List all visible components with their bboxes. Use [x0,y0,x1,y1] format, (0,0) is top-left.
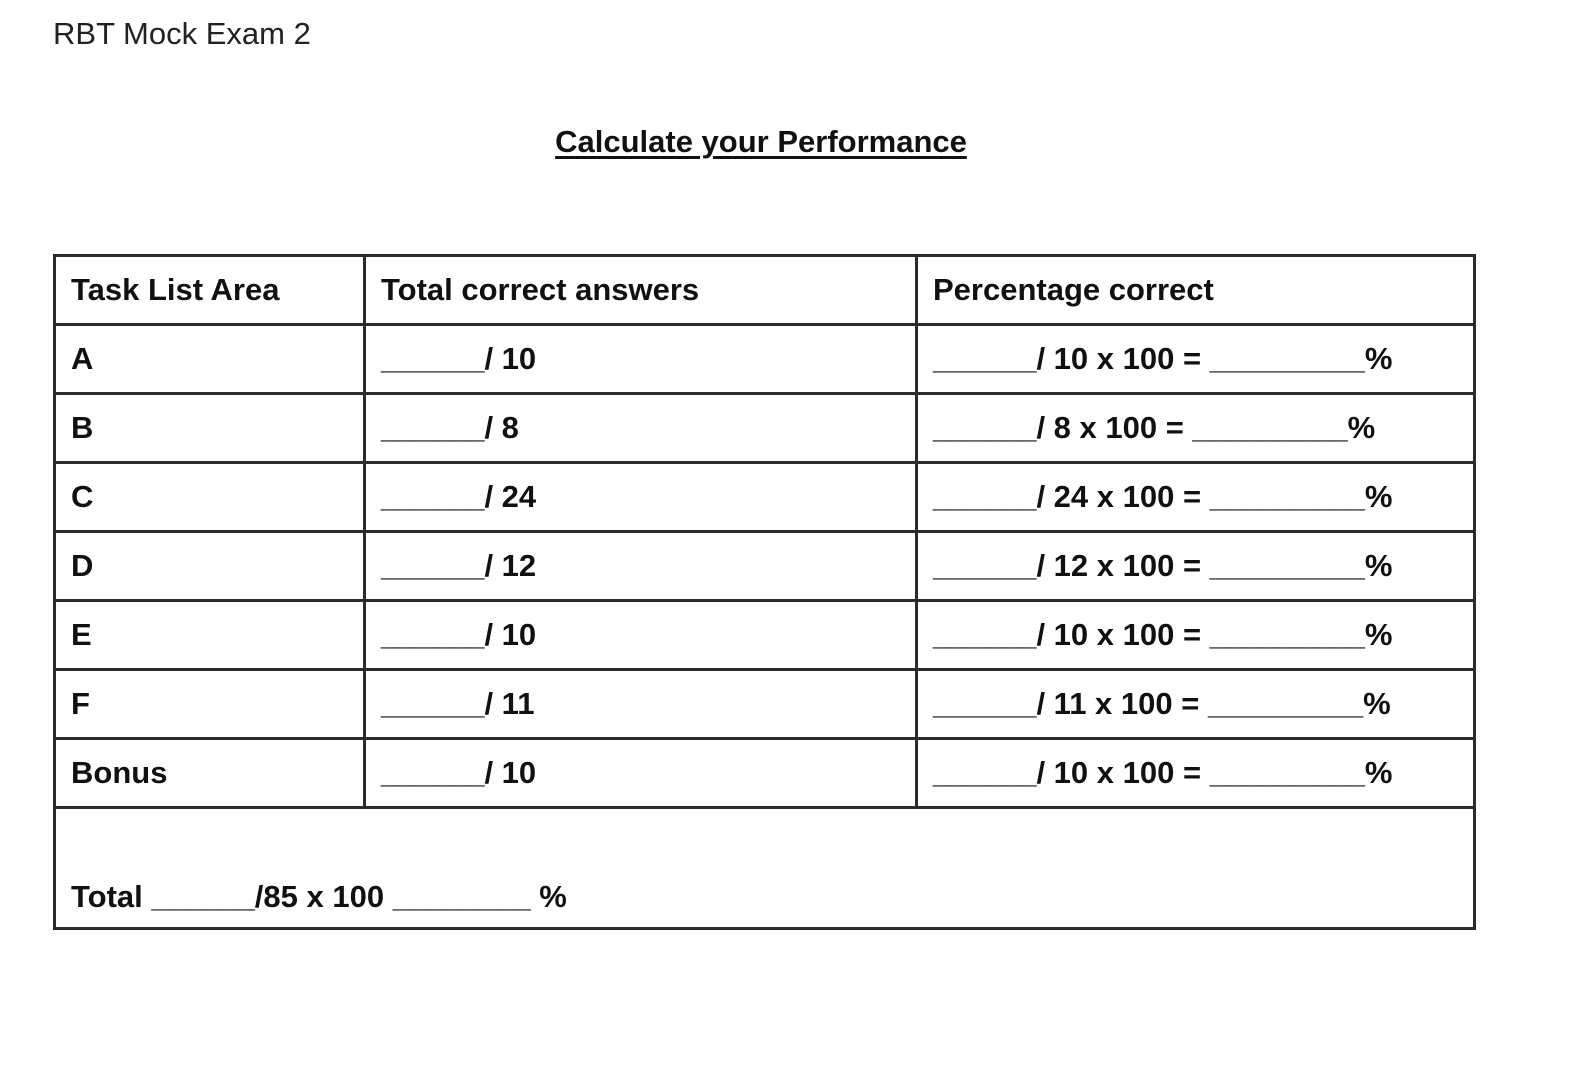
table-row [55,463,1475,532]
page-title: Calculate your Performance [555,124,967,159]
column-header-task-list-area: Task List Area [55,256,365,325]
percentage-cell: ______/ 10 x 100 = _________% [917,601,1475,670]
table-header-row [55,256,1475,325]
table-row [55,325,1475,394]
correct-answers-cell: ______/ 11 [365,670,917,739]
task-area-cell: D [55,532,365,601]
total-row [55,808,1475,929]
table-row [55,601,1475,670]
performance-table [53,254,1476,930]
percentage-cell: ______/ 8 x 100 = _________% [917,394,1475,463]
correct-answers-cell: ______/ 10 [365,325,917,394]
column-header-percentage: Percentage correct [917,256,1475,325]
correct-answers-cell: ______/ 8 [365,394,917,463]
percentage-cell: ______/ 24 x 100 = _________% [917,463,1475,532]
percentage-cell: ______/ 10 x 100 = _________% [917,739,1475,808]
task-area-cell: Bonus [55,739,365,808]
document-header: RBT Mock Exam 2 [53,16,311,51]
correct-answers-cell: ______/ 10 [365,739,917,808]
task-area-cell: C [55,463,365,532]
correct-answers-cell: ______/ 24 [365,463,917,532]
table-row [55,394,1475,463]
table-row [55,532,1475,601]
percentage-cell: ______/ 11 x 100 = _________% [917,670,1475,739]
task-area-cell: B [55,394,365,463]
task-area-cell: E [55,601,365,670]
correct-answers-cell: ______/ 10 [365,601,917,670]
percentage-cell: ______/ 10 x 100 = _________% [917,325,1475,394]
task-area-cell: F [55,670,365,739]
correct-answers-cell: ______/ 12 [365,532,917,601]
column-header-total-correct: Total correct answers [365,256,917,325]
table-row [55,739,1475,808]
total-cell: Total ______/85 x 100 ________ % [55,808,1475,929]
task-area-cell: A [55,325,365,394]
table-row [55,670,1475,739]
percentage-cell: ______/ 12 x 100 = _________% [917,532,1475,601]
